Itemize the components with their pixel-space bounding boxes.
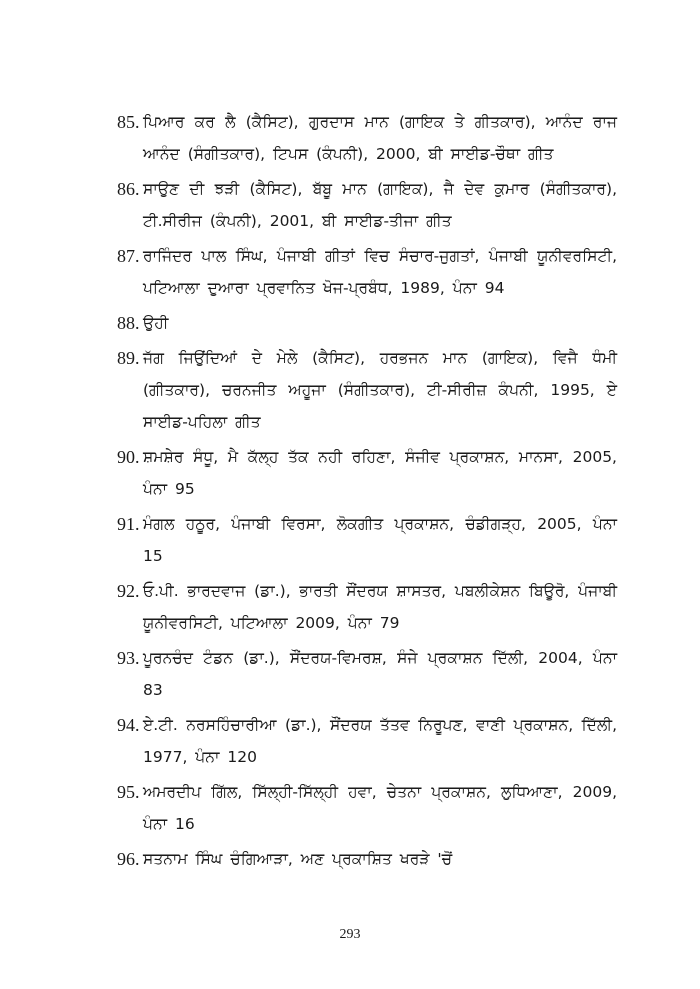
reference-number: 93. [117, 648, 140, 668]
reference-item [117, 575, 617, 639]
reference-text: ਉਹੀ [143, 314, 169, 332]
reference-number: 96. [117, 849, 140, 869]
reference-item [117, 173, 617, 237]
reference-number: 87. [117, 246, 140, 266]
reference-text: ਪੂਰਨਚੰਦ ਟੰਡਨ (ਡਾ.), ਸੌਂਦਰਯ-ਵਿਮਰਸ਼, ਸੰਜੇ ਪ੍ਰਕਾਸ਼ਨ ਦਿੱਲੀ, 2004, ਪੰਨਾ 83 [143, 649, 617, 699]
reference-number: 92. [117, 581, 140, 601]
reference-text: ਰਾਜਿੰਦਰ ਪਾਲ ਸਿੰਘ, ਪੰਜਾਬੀ ਗੀਤਾਂ ਵਿਚ ਸੰਚਾਰ-ਜੁਗਤਾਂ, ਪੰਜਾਬੀ ਯੂਨੀਵਰਸਿਟੀ, ਪਟਿਆਲਾ ਦੁਆਰਾ ਪ੍ਰਵਾਨਿਤ ਖੋਜ-ਪ੍ਰਬੰਧ, 1989, ਪੰਨਾ 94 [143, 247, 617, 297]
reference-text: ਏ.ਟੀ. ਨਰਸਹਿੰਚਾਰੀਆ (ਡਾ.), ਸੌਂਦਰਯ ਤੱਤਵ ਨਿਰੂਪਣ, ਵਾਣੀ ਪ੍ਰਕਾਸ਼ਨ, ਦਿੱਲੀ, 1977, ਪੰਨਾ 120 [143, 716, 617, 766]
reference-text: ਜੱਗ ਜਿਉਂਦਿਆਂ ਦੇ ਮੇਲੇ (ਕੈਸਿਟ), ਹਰਭਜਨ ਮਾਨ (ਗਾਇਕ), ਵਿਜੈ ਧੰਮੀ (ਗੀਤਕਾਰ), ਚਰਨਜੀਤ ਅਹੂਜਾ (ਸੰਗੀਤਕਾਰ), ਟੀ-ਸੀਰੀਜ਼ ਕੰਪਨੀ, 1995, ਏ ਸਾਈਡ-ਪਹਿਲਾ ਗੀਤ [143, 349, 617, 431]
reference-item [117, 307, 617, 339]
reference-item [117, 240, 617, 304]
reference-item [117, 508, 617, 572]
reference-text: ਸ਼ਮਸ਼ੇਰ ਸੰਧੂ, ਮੈ ਕੱਲ੍ਹ ਤੱਕ ਨਹੀ ਰਹਿਣਾ, ਸੰਜੀਵ ਪ੍ਰਕਾਸ਼ਨ, ਮਾਨਸਾ, 2005, ਪੰਨਾ 95 [143, 448, 617, 498]
reference-text: ਪਿਆਰ ਕਰ ਲੈ (ਕੈਸਿਟ), ਗੁਰਦਾਸ ਮਾਨ (ਗਾਇਕ ਤੇ ਗੀਤਕਾਰ), ਆਨੰਦ ਰਾਜ ਆਨੰਦ (ਸੰਗੀਤਕਾਰ), ਟਿਪਸ (ਕੰਪਨੀ), 2000, ਬੀ ਸਾਈਡ-ਚੌਥਾ ਗੀਤ [143, 113, 617, 163]
reference-item [117, 709, 617, 773]
reference-number: 85. [117, 112, 140, 132]
page-number: 293 [339, 927, 361, 942]
reference-item [117, 106, 617, 170]
reference-number: 86. [117, 179, 140, 199]
reference-text: ਮੰਗਲ ਹਠੂਰ, ਪੰਜਾਬੀ ਵਿਰਸਾ, ਲੋਕਗੀਤ ਪ੍ਰਕਾਸ਼ਨ, ਚੰਡੀਗੜ੍ਹ, 2005, ਪੰਨਾ 15 [143, 515, 617, 565]
reference-item [117, 843, 617, 875]
reference-number: 88. [117, 313, 140, 333]
reference-list [117, 106, 617, 878]
reference-text: ਸਤਨਾਮ ਸਿੰਘ ਚੰਗਿਆੜਾ, ਅਣ ਪ੍ਰਕਾਸ਼ਿਤ ਖਰੜੇ 'ਚੋਂ [143, 850, 453, 868]
reference-number: 89. [117, 348, 140, 368]
reference-text: ਸਾਉਣ ਦੀ ਝੜੀ (ਕੈਸਿਟ), ਬੱਬੂ ਮਾਨ (ਗਾਇਕ), ਜੈ ਦੇਵ ਕੁਮਾਰ (ਸੰਗੀਤਕਾਰ), ਟੀ.ਸੀਰੀਜ (ਕੰਪਨੀ), 2001, ਬੀ ਸਾਈਡ-ਤੀਜਾ ਗੀਤ [143, 180, 617, 230]
reference-text: ਓ.ਪੀ. ਭਾਰਦਵਾਜ (ਡਾ.), ਭਾਰਤੀ ਸੌਂਦਰਯ ਸ਼ਾਸਤਰ, ਪਬਲੀਕੇਸ਼ਨ ਬਿਊਰੋ, ਪੰਜਾਬੀ ਯੂਨੀਵਰਸਿਟੀ, ਪਟਿਆਲਾ 2009, ਪੰਨਾ 79 [143, 582, 617, 632]
reference-item [117, 642, 617, 706]
reference-item [117, 342, 617, 438]
reference-number: 91. [117, 514, 140, 534]
reference-item [117, 776, 617, 840]
reference-item [117, 441, 617, 505]
reference-text: ਅਮਰਦੀਪ ਗਿੱਲ, ਸਿੱਲ੍ਹੀ-ਸਿੱਲ੍ਹੀ ਹਵਾ, ਚੇਤਨਾ ਪ੍ਰਕਾਸ਼ਨ, ਲੁਧਿਆਣਾ, 2009, ਪੰਨਾ 16 [143, 783, 617, 833]
reference-number: 95. [117, 782, 140, 802]
reference-number: 94. [117, 715, 140, 735]
reference-number: 90. [117, 447, 140, 467]
